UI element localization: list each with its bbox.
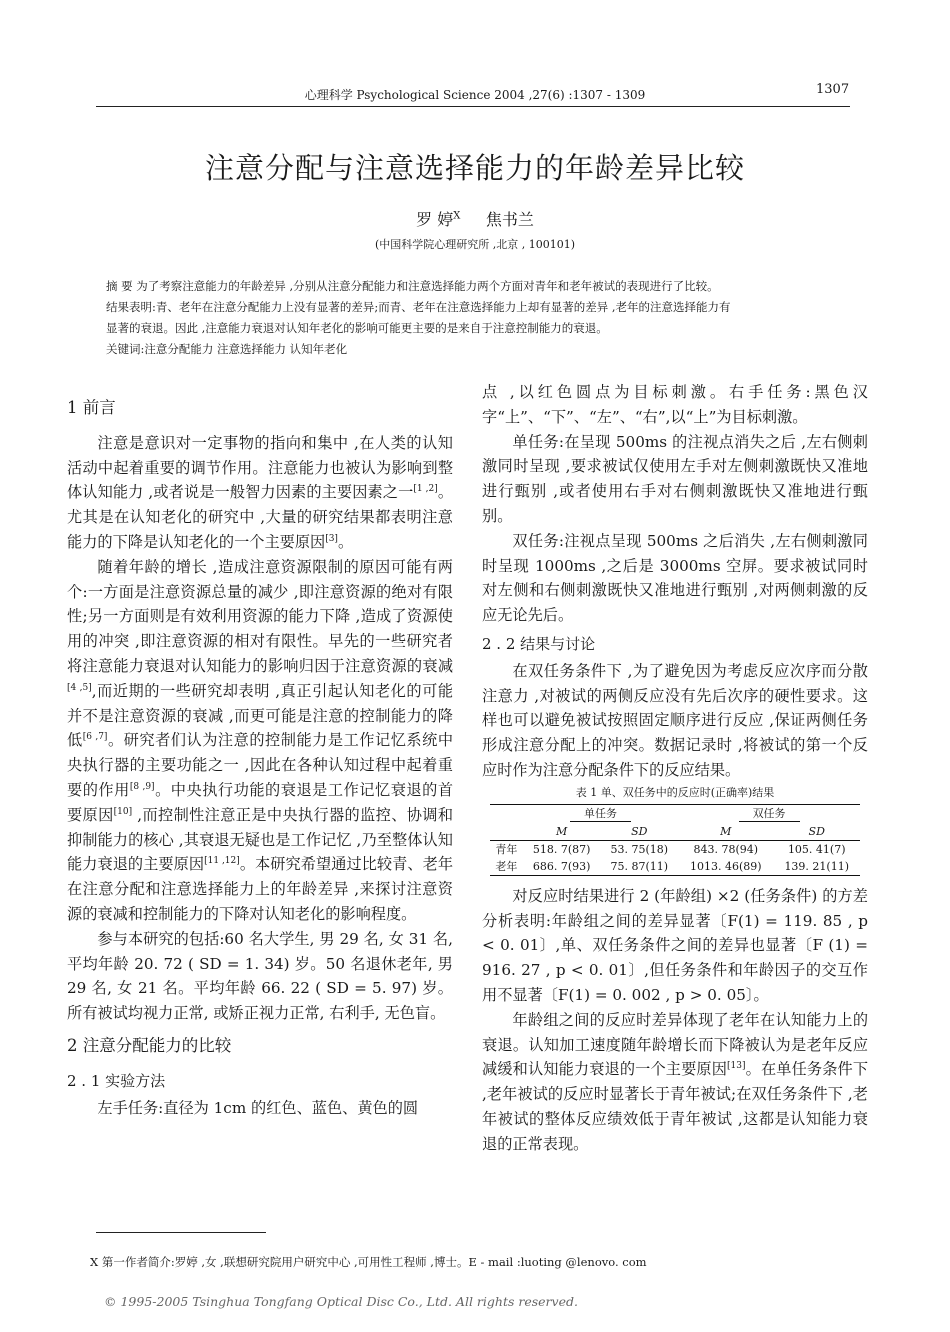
abstract-line-2: 结果表明:青、老年在注意分配能力上没有显著的差异;而青、老年在注意选择能力上却有显著的差异 ,老年的注意选择能力有 [106,300,731,314]
citation: [11 ,12] [204,856,240,867]
author-footnote: X 第一作者简介:罗婷 ,女 ,联想研究院用户研究中心 ,可用性工程师 ,博士。E - mail :luoting @lenovo. com [90,1255,647,1269]
group-single-task [523,804,678,823]
text-run: 。在单任务条件下 ,老年被试的反应时显著长于青年被试;在双任务条件下 ,老年被试的整体反应绩效低于青年被试 ,这都是认知能力衰退的正常表现。 [482,1060,869,1153]
col-header-sd: SD [600,823,678,841]
header-rule [96,106,850,107]
author-1: 罗 婷 [416,210,454,229]
page-number: 1307 [816,82,850,97]
single-task-paragraph: 单任务:在呈现 500ms 的注视点消失之后 ,左右侧刺激同时呈现 ,要求被试仅使用左手对左侧刺激既快又准地进行甄别 ,或者使用右手对右侧刺激既快又准地进行甄别。 [482,432,868,525]
text-run: 。研究者们认为注意的控制能力是工作记忆系统中央执行器的主要功能之一 ,因此在各种认知过程中起着重要的作用 [67,731,454,799]
table-cell: 75. 87(11) [600,858,678,876]
text-run: 随着年龄的增长 ,造成注意资源限制的原因可能有两个:一方面是注意资源总量的减少 ,即注意资源的绝对有限性;另一方面则是有效利用资源的能力下降 ,造成了资源使用的冲突 ,即注意资源的相对有限性。早先的一些研究者将注意能力衰退对认知能力的影响归因于注意资源的衰减 [67,557,453,675]
table-cell: 1013. 46(89) [678,858,773,876]
text-run: 。本研究希望通过比较青、老年在注意分配和注意选择能力上的年龄差异 ,来探讨注意资源的衰减和控制能力的下降对认知老化的影响程度。 [67,855,454,923]
footnote-rule [96,1232,266,1233]
col-header-sd: SD [773,823,860,841]
table-corner-cell [490,823,523,841]
intro-paragraph-2 [67,555,453,927]
affiliation: (中国科学院心理研究所 ,北京 , 100101) [374,238,576,251]
citation: [13] [727,1061,746,1072]
author-footnote-mark: X [453,210,461,222]
table-cell: 53. 75(18) [610,842,669,856]
copyright-notice: © 1995-2005 Tsinghua Tongfang Optical Disc Co., Ltd. All rights reserved. [104,1294,578,1309]
col-header-m: M [523,823,601,841]
col-header-m: M [678,823,773,841]
text-run: 注意是意识对一定事物的指向和集中 ,在人类的认知活动中起着重要的调节作用。注意能力也被认为影响到整体认知能力 ,或者说是一般智力因素的主要因素之一 [67,433,453,502]
text-run: 。 [337,532,354,551]
author-line [0,207,950,230]
results-paragraph-1: 在双任务条件下 ,为了避免因为考虑反应次序而分散注意力 ,对被试的两侧反应没有先后次序的硬性要求。这样也可以避免被试按照固定顺序进行反应 ,保证两侧任务形成注意分配上的冲突。数据记录时 ,将被试的第一个反应时作为注意分配条件下的反应结果。 [482,661,868,779]
author-2: 焦书兰 [485,210,534,229]
participants-paragraph: 参与本研究的包括:60 名大学生, 男 29 名, 女 31 名, 平均年龄 20. 72 ( SD = 1. 34) 岁。50 名退休老年, 男 29 名, 女 21 名。平均年龄 66. 22 ( SD = 5. 97) 岁。所有被试均视力正常, 或矫正视力正常, 右利手, 无色盲。 [67,929,453,1023]
table-1 [490,804,860,876]
group-label: 单任务 [570,806,631,822]
text-run: 年龄组之间的反应时差异体现了老年在认知能力上的衰退。认知加工速度随年龄增长而下降被认为是老年反应减缓和认知能力衰退的一个主要原因 [482,1010,868,1079]
section-2-2-heading: 2 . 2 结果与讨论 [482,634,596,653]
table-row [490,858,860,876]
running-head: 心理科学 Psychological Science 2004 ,27(6) :1307 - 1309 [304,88,646,102]
group-dual-task [678,804,860,823]
text-run: 。尤其是在认知老化的研究中 ,大量的研究结果都表明注意能力的下降是认知老化的一个主要原因 [67,483,454,551]
keywords: 关键词:注意分配能力 注意选择能力 认知年老化 [106,342,348,356]
citation: [1 ,2] [413,484,438,495]
results-paragraph-2: 对反应时结果进行 2 (年龄组) ×2 (任务条件) 的方差分析表明:年龄组之间的差异显著〔F(1) = 119. 85 , p < 0. 01〕,单、双任务条件之间的差异也显著〔F (1) = 916. 27 , p < 0. 01〕,但任务条件和年龄因子的交互作用不显著〔F(1) = 0. 002 , p > 0. 05〕。 [482,886,868,1004]
section-2-1-heading: 2 . 1 实验方法 [67,1071,166,1090]
table-cell: 139. 21(11) [773,858,860,876]
abstract [106,276,846,360]
method-continued: 点 ,以红色圆点为目标刺激。右手任务:黑色汉字“上”、“下”、“左”、“右”,以“上”为目标刺激。 [482,383,868,426]
table-corner-cell [490,804,523,823]
citation: [4 ,5] [67,682,92,693]
citation: [8 ,9] [129,781,155,792]
table-cell: 518. 7(87) [532,842,591,856]
section-1-heading: 1 前言 [67,398,116,417]
text-run: ,而控制性注意正是中央执行器的监控、协调和抑制能力的核心 ,其衰退无疑也是工作记忆 ,乃至整体认知能力衰退的主要原因 [67,805,454,874]
text-run: 。中央执行功能的衰退是工作记忆衰退的首要原因 [67,780,454,824]
row-label: 老年 [490,858,523,876]
right-column [482,380,868,1157]
abstract-line-1: 摘 要 为了考察注意能力的年龄差异 ,分别从注意分配能力和注意选择能力两个方面对青年和老年被试的表现进行了比较。 [106,279,719,293]
table-group-header-row [490,804,860,823]
method-paragraph: 左手任务:直径为 1cm 的红色、蓝色、黄色的圆 [97,1098,419,1117]
paper-title: 注意分配与注意选择能力的年龄差异比较 [204,151,745,185]
section-2-heading: 2 注意分配能力的比较 [67,1035,232,1055]
table-cell: 105. 41(7) [787,842,846,856]
table-column-header-row [490,823,860,841]
citation: [3] [325,533,338,544]
abstract-line-3: 显著的衰退。因此 ,注意能力衰退对认知年老化的影响可能更主要的是来自于注意控制能力的衰退。 [106,321,608,335]
group-label: 双任务 [739,806,800,822]
results-paragraph-3 [482,1008,868,1157]
table-cell: 843. 78(94) [693,842,759,856]
intro-paragraph-1 [67,431,453,555]
row-label: 青年 [495,842,518,856]
text-run: ,而近期的一些研究却表明 ,真正引起认知老化的可能并不是注意资源的衰减 ,而更可能是注意的控制能力的降低 [67,681,454,750]
left-column [67,392,453,1120]
citation: [10] [113,806,133,817]
table-cell: 686. 7(93) [523,858,601,876]
table-1-caption: 表 1 单、双任务中的反应时(正确率)结果 [575,785,775,799]
citation: [6 ,7] [82,732,108,743]
dual-task-paragraph: 双任务:注视点呈现 500ms 之后消失 ,左右侧刺激同时呈现 1000ms ,之后是 3000ms 空屏。要求被试同时对左侧和右侧刺激既快又准地进行甄别 ,对两侧刺激的反应无论先后。 [482,531,868,625]
table-row [490,840,860,858]
